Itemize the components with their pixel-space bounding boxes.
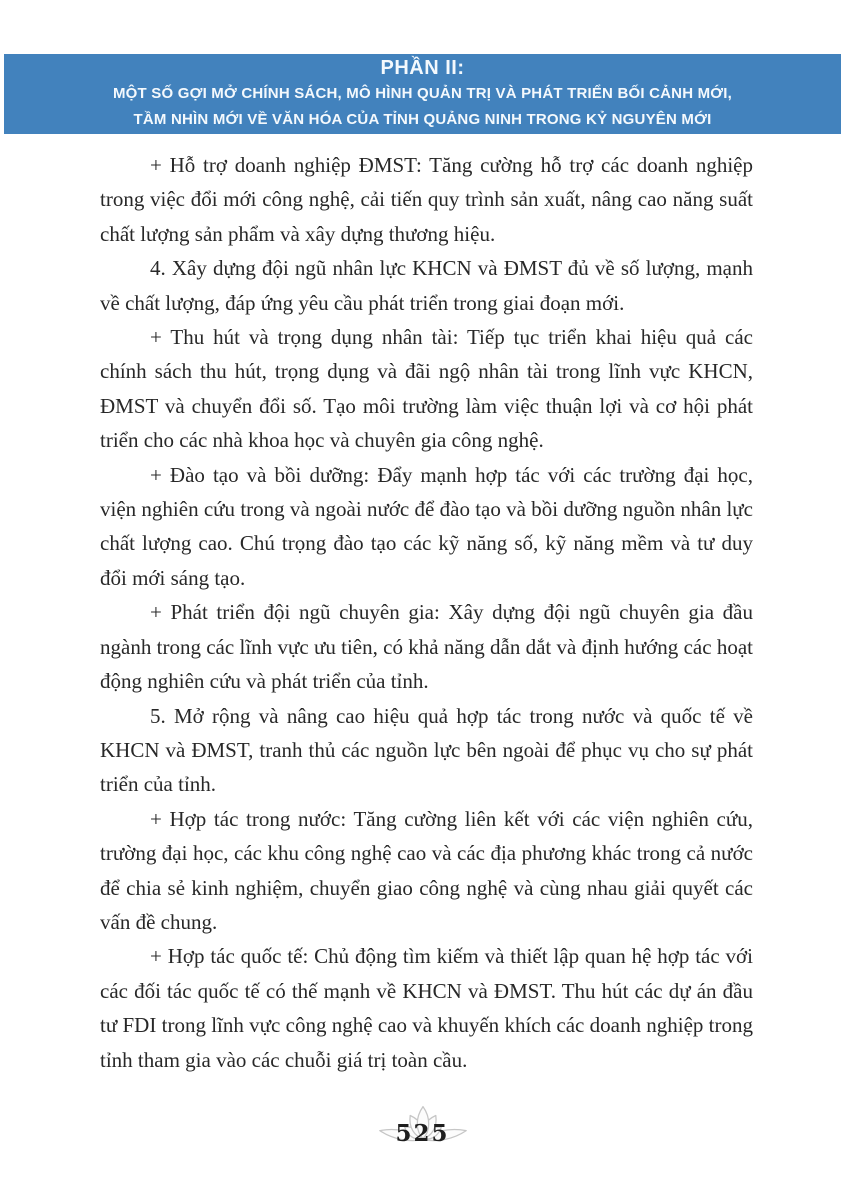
chapter-subtitle-line-2: TẦM NHÌN MỚI VỀ VĂN HÓA CỦA TỈNH QUẢNG NINH TRONG KỶ NGUYÊN MỚI xyxy=(133,111,712,128)
page-number-ornament xyxy=(373,1100,473,1152)
body-paragraph: 4. Xây dựng đội ngũ nhân lực KHCN và ĐMST đủ về số lượng, mạnh về chất lượng, đáp ứng yêu cầu phát triển trong giai đoạn mới. xyxy=(100,256,753,315)
chapter-subtitle-line-1: MỘT SỐ GỢI MỞ CHÍNH SÁCH, MÔ HÌNH QUẢN TRỊ VÀ PHÁT TRIỂN BỐI CẢNH MỚI, xyxy=(112,85,733,102)
body-paragraph: + Đào tạo và bồi dưỡng: Đẩy mạnh hợp tác với các trường đại học, viện nghiên cứu trong và ngoài nước để đào tạo và bồi dưỡng nguồn nhân lực chất lượng cao. Chú trọng đào tạo các kỹ năng số, kỹ năng mềm và tư duy đổi mới sáng tạo. xyxy=(100,462,753,590)
body-paragraph: + Hợp tác quốc tế: Chủ động tìm kiếm và thiết lập quan hệ hợp tác với các đối tác quốc tế có thế mạnh về KHCN và ĐMST. Thu hút các dự án đầu tư FDI trong lĩnh vực công nghệ cao và khuyến khích các doanh nghiệp trong tỉnh tham gia vào các chuỗi giá trị toàn cầu. xyxy=(100,944,753,1072)
page-body-text xyxy=(100,148,753,1077)
body-paragraph: + Hỗ trợ doanh nghiệp ĐMST: Tăng cường hỗ trợ các doanh nghiệp trong việc đổi mới công nghệ, cải tiến quy trình sản xuất, nâng cao năng suất chất lượng sản phẩm và xây dựng thương hiệu. xyxy=(100,153,753,246)
page-footer xyxy=(0,1096,845,1156)
body-paragraph: + Phát triển đội ngũ chuyên gia: Xây dựng đội ngũ chuyên gia đầu ngành trong các lĩnh vực ưu tiên, có khả năng dẫn dắt và định hướng các hoạt động nghiên cứu và phát triển của tỉnh. xyxy=(100,600,753,694)
body-paragraph: 5. Mở rộng và nâng cao hiệu quả hợp tác trong nước và quốc tế về KHCN và ĐMST, tranh thủ các nguồn lực bên ngoài để phục vụ cho sự phát triển của tỉnh. xyxy=(100,703,753,797)
part-title: PHẦN II: xyxy=(380,57,465,79)
page-number: 525 xyxy=(395,1119,450,1147)
chapter-header-band xyxy=(4,54,841,134)
body-paragraph: + Hợp tác trong nước: Tăng cường liên kết với các viện nghiên cứu, trường đại học, các khu công nghệ cao và các địa phương khác trong cả nước để chia sẻ kinh nghiệm, chuyển giao công nghệ và cùng nhau giải quyết các vấn đề chung. xyxy=(100,806,753,934)
body-paragraph: + Thu hút và trọng dụng nhân tài: Tiếp tục triển khai hiệu quả các chính sách thu hút, trọng dụng và đãi ngộ nhân tài trong lĩnh vực KHCN, ĐMST và chuyển đổi số. Tạo môi trường làm việc thuận lợi và cơ hội phát triển cho các nhà khoa học và chuyên gia công nghệ. xyxy=(100,325,753,453)
